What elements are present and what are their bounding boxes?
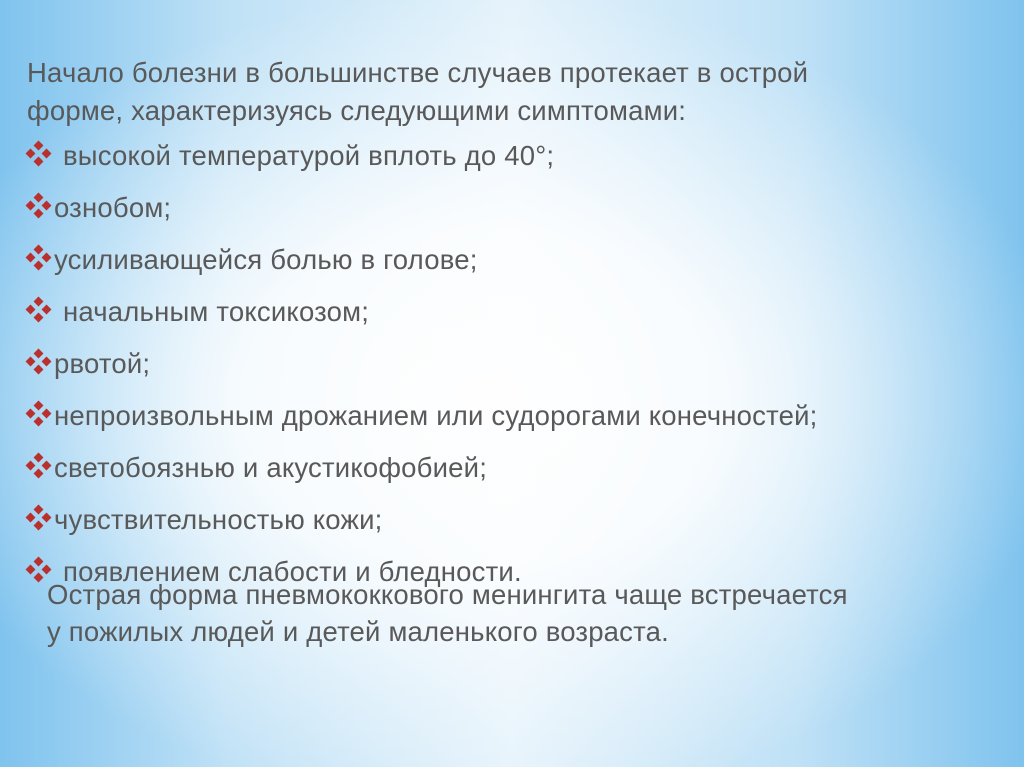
list-item (24, 240, 1004, 292)
list-item (24, 396, 1004, 448)
list-item-text: усиливающейся болью в голове; (54, 244, 478, 275)
four-diamond-bullet-icon (24, 245, 54, 271)
four-diamond-bullet-icon (24, 505, 54, 531)
list-item-text: появлением слабости и бледности. (63, 556, 522, 587)
list-item (24, 188, 1004, 240)
four-diamond-bullet-icon (24, 401, 54, 427)
list-item-text: ознобом; (54, 192, 172, 223)
list-item-text: непроизвольным дрожанием или судорогами конечностей; (54, 400, 818, 431)
list-item-text: чувствительностью кожи; (54, 504, 383, 535)
list-item (24, 448, 1004, 500)
intro-paragraph (27, 54, 987, 130)
conclusion-line-2: у пожилых людей и детей маленького возраста. (47, 616, 669, 647)
symptom-list (24, 136, 1004, 604)
four-diamond-bullet-icon (24, 297, 54, 323)
intro-line-2: форме, характеризуясь следующими симптомами: (27, 95, 687, 126)
list-item (24, 344, 1004, 396)
list-item-text: рвотой; (54, 348, 151, 379)
list-item-text: светобоязнью и акустикофобией; (54, 452, 488, 483)
four-diamond-bullet-icon (24, 349, 54, 375)
list-item (24, 292, 1004, 344)
four-diamond-bullet-icon (24, 193, 54, 219)
list-item-text: начальным токсикозом; (63, 296, 370, 327)
conclusion-paragraph (47, 576, 997, 650)
list-item (24, 136, 1004, 188)
four-diamond-bullet-icon (24, 141, 54, 167)
intro-line-1: Начало болезни в большинстве случаев протекает в острой (27, 57, 809, 88)
list-item-text: высокой температурой вплоть до 40°; (63, 140, 555, 171)
four-diamond-bullet-icon (24, 453, 54, 479)
list-item (24, 500, 1004, 552)
conclusion-line-1: Острая форма пневмококкового менингита чаще встречается (47, 579, 848, 610)
